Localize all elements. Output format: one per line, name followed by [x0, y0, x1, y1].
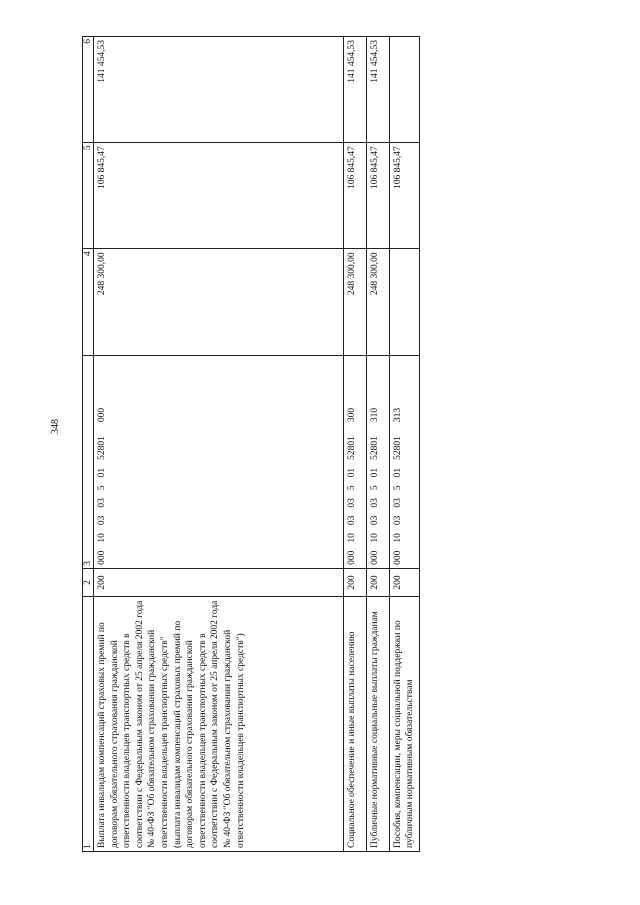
row-code [366, 355, 389, 568]
code-part: 10 [97, 533, 107, 543]
row-col6: 141 454,53 [344, 37, 366, 143]
code-part: 10 [347, 533, 358, 543]
header-col-6: 6 [83, 37, 94, 143]
row-col6 [389, 37, 419, 143]
row-col2: 200 [344, 568, 366, 596]
row-col6: 141 454,53 [366, 37, 389, 143]
code-part: 03 [392, 515, 403, 526]
code-part: 52801 [347, 436, 358, 460]
code-part: 000 [97, 550, 107, 565]
rotated-table-wrapper [82, 36, 420, 852]
code-part: 000 [369, 550, 380, 565]
row-code [94, 355, 344, 568]
row-col4 [389, 249, 419, 355]
table-row [389, 37, 419, 852]
header-col-5: 5 [83, 143, 94, 249]
table-row [94, 37, 344, 852]
row-col5: 106 845,47 [94, 143, 344, 249]
code-part: 03 [369, 498, 380, 508]
row-col2: 200 [366, 568, 389, 596]
header-col-4: 4 [83, 249, 94, 355]
header-col-3: 3 [83, 355, 94, 568]
code-part: 5 [369, 485, 380, 491]
code-part: 03 [347, 498, 358, 508]
page-number: 348 [50, 419, 61, 434]
row-col5: 106 845,47 [344, 143, 366, 249]
code-part: 01 [97, 467, 107, 478]
row-name: Выплата инвалидам компенсаций страховых премий по договорам обязательного страхования гражданской ответственности владельцев транспортных средств в соответствии с Федеральным законом от 25 апреля 2002 года № 40-ФЗ "Об обязательном страховании гражданской ответственности владельцев транспортных средств" (выплата инвалидам компенсаций страховых премий по договорам обязательного страхования гражданской ответственности владельцев транспортных средств в соответствии с Федеральным законом от 25 апреля 2002 года № 40-ФЗ "Об обязательном страховании гражданской ответственности владельцев транспортных средств") [94, 597, 344, 852]
row-col4: 248 300,00 [366, 249, 389, 355]
code-part: 03 [369, 515, 380, 526]
row-col2: 200 [389, 568, 419, 596]
row-col2: 200 [94, 568, 344, 596]
code-part: 5 [97, 485, 107, 491]
row-code [389, 355, 419, 568]
code-part: 10 [369, 533, 380, 543]
code-part: 5 [392, 485, 403, 491]
code-part: 000 [347, 550, 358, 565]
code-part: 000 [97, 407, 107, 423]
code-part: 01 [392, 467, 403, 478]
row-name: Пособия, компенсации, меры социальной поддержки по публичным нормативным обязательствам [389, 597, 419, 852]
row-name: Публичные нормативные социальные выплаты гражданам [366, 597, 389, 852]
code-part: 52801 [369, 436, 380, 460]
code-part: 5 [347, 485, 358, 491]
row-col4: 248 300,00 [94, 249, 344, 355]
code-part: 000 [392, 550, 403, 565]
row-col6: 141 454,53 [94, 37, 344, 143]
code-part: 03 [347, 515, 358, 526]
code-part: 01 [369, 467, 380, 478]
code-part: 10 [392, 533, 403, 543]
header-col-2: 2 [83, 568, 94, 596]
table-row [366, 37, 389, 852]
row-name: Социальное обеспечение и иные выплаты населению [344, 597, 366, 852]
code-part: 03 [97, 498, 107, 508]
row-code [344, 355, 366, 568]
code-part: 313 [392, 407, 403, 423]
row-col5: 106 845,47 [366, 143, 389, 249]
code-part: 52801 [392, 436, 403, 460]
code-part: 310 [369, 407, 380, 423]
budget-table [82, 36, 420, 852]
code-part: 03 [97, 515, 107, 526]
row-col4: 248 300,00 [344, 249, 366, 355]
header-row [83, 37, 94, 852]
table-row [344, 37, 366, 852]
header-col-1: 1 [83, 597, 94, 852]
row-col5: 106 845,47 [389, 143, 419, 249]
code-part: 01 [347, 467, 358, 478]
code-part: 52801 [97, 436, 107, 460]
code-part: 300 [347, 407, 358, 423]
code-part: 03 [392, 498, 403, 508]
